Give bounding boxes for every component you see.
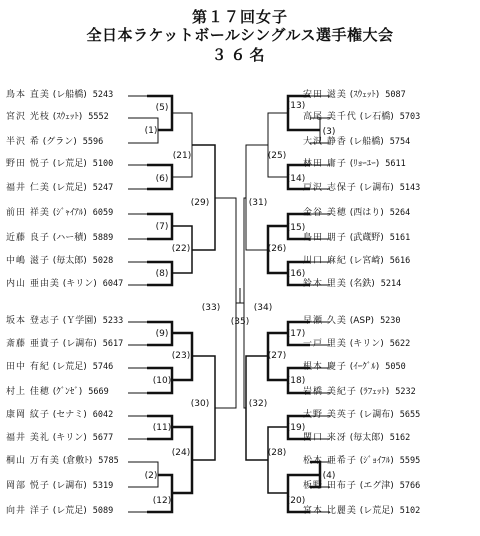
player-club: (レ調布) [356, 183, 394, 193]
player-count: ３６名 [211, 46, 269, 64]
player-id: 5595 [399, 456, 421, 466]
match-bracket [172, 427, 192, 493]
player-id: 5143 [399, 183, 421, 193]
match-number: (7) [155, 222, 169, 232]
player-club: (キリン) [49, 433, 87, 443]
player-name: 早瀬 久美 [303, 316, 347, 326]
player-club: (レ船橋) [346, 137, 384, 147]
match-number: (18) [286, 376, 306, 386]
match-number: (13) [286, 101, 306, 111]
match-number: (6) [155, 174, 169, 184]
player-name: 坂本 登志子 [6, 316, 60, 326]
match-number: (10) [152, 376, 172, 386]
player-club: (レ調布) [356, 410, 394, 420]
tournament-edition: 第１７回女子 [191, 8, 288, 26]
player-club: (毎太郎) [49, 256, 87, 266]
player-name: 前田 祥美 [6, 208, 50, 218]
player-name: 根本 慶子 [303, 362, 347, 372]
player-id: 5703 [399, 112, 421, 122]
player-club: (エグ津) [356, 481, 394, 491]
player-id: 5232 [395, 387, 416, 397]
player-name: 宮沢 光枝 [6, 112, 50, 122]
match-bracket [288, 475, 320, 512]
match-number: (14) [286, 174, 306, 184]
player-name: 鳥本 直美 [6, 90, 50, 100]
match-number: (31) [248, 198, 268, 208]
match-number: (3) [322, 127, 336, 137]
player-club: (ｼﾞｬｲｱﾙ) [49, 208, 87, 218]
player-name: 島田 朋子 [303, 233, 347, 243]
player-club: (レ石橋) [356, 112, 394, 122]
player-id: 5785 [98, 456, 119, 466]
match-number: (8) [155, 269, 169, 279]
player-id: 5087 [385, 90, 406, 100]
player-club: (レ宮崎) [346, 256, 384, 266]
player-id: 5754 [389, 137, 411, 147]
match-number: (35) [230, 317, 250, 327]
player-id: 5552 [88, 112, 109, 122]
player-name: 高尾 美千代 [303, 112, 357, 122]
player-club: (レ荒足) [356, 506, 394, 516]
match-number: (34) [253, 303, 273, 313]
player-club: (グラン) [39, 137, 77, 147]
match-number: (21) [172, 151, 192, 161]
player-name: 福井 仁美 [6, 183, 50, 193]
player-name: 斎藤 亜貴子 [6, 339, 60, 349]
player-name: 田中 有紀 [6, 362, 50, 372]
player-club: (セナミ) [49, 410, 87, 420]
player-id: 5616 [389, 256, 411, 266]
player-id: 5655 [399, 410, 421, 420]
player-name: 向井 洋子 [6, 506, 50, 516]
match-number: (27) [267, 351, 287, 361]
player-club: (レ調布) [49, 481, 87, 491]
player-id: 5102 [399, 506, 421, 516]
player-name: 安田 滋美 [303, 90, 347, 100]
match-number: (19) [286, 423, 306, 433]
player-club: (倉敷ﾄ) [59, 456, 93, 466]
player-id: 6047 [102, 279, 124, 289]
player-name: 大野 美英子 [303, 410, 357, 420]
player-club: (レ船橋) [49, 90, 87, 100]
match-number: (4) [322, 471, 336, 481]
match-number: (22) [171, 244, 191, 254]
player-club: (毎太郎) [346, 433, 384, 443]
player-name: 林田 庸子 [303, 159, 347, 169]
player-club: (Ｙ学園) [59, 316, 97, 326]
player-club: (レ荒足) [49, 183, 87, 193]
player-name: 川口 麻紀 [303, 256, 347, 266]
match-number: (16) [286, 269, 306, 279]
match-bracket [268, 427, 288, 493]
match-number: (11) [152, 423, 172, 433]
player-id: 5028 [92, 256, 114, 266]
player-id: 5247 [92, 183, 114, 193]
match-number: (20) [286, 496, 306, 506]
player-id: 5596 [82, 137, 104, 147]
player-name: 松本 亜希子 [303, 456, 357, 466]
player-id: 5669 [88, 387, 109, 397]
player-id: 5162 [389, 433, 411, 443]
player-club: (ﾘｮｰﾕｰ) [346, 159, 380, 169]
player-club: (ｽｳｪｯﾄ) [346, 90, 380, 100]
player-name: 村上 佳穂 [6, 387, 50, 397]
player-name: 近藤 良子 [6, 233, 50, 243]
match-bracket [172, 113, 192, 177]
player-name: 金谷 美穂 [303, 208, 347, 218]
player-name: 一戸 里美 [303, 339, 347, 349]
player-name: 福井 美礼 [6, 433, 50, 443]
player-name: 桐山 万有美 [6, 456, 60, 466]
player-id: 5611 [385, 159, 406, 169]
match-number: (32) [248, 399, 268, 409]
match-number: (30) [190, 399, 210, 409]
player-name: 半沢 希 [6, 137, 40, 147]
player-name: 中嶋 滋子 [6, 256, 50, 266]
match-number: (29) [190, 198, 210, 208]
player-club: (ｲｰｸﾞﾙ) [346, 362, 380, 372]
player-club: (武蔵野) [346, 233, 384, 243]
match-bracket [147, 96, 172, 130]
player-id: 6059 [92, 208, 114, 218]
match-number: (9) [155, 329, 169, 339]
match-number: (23) [171, 351, 191, 361]
player-id: 5230 [380, 316, 401, 326]
player-club: (レ調布) [59, 339, 97, 349]
player-id: 5677 [92, 433, 114, 443]
match-number: (12) [152, 496, 172, 506]
player-id: 5319 [92, 481, 114, 491]
match-number: (28) [267, 448, 287, 458]
player-name: 戸沢 志保子 [303, 183, 357, 193]
player-club: (ｼﾞｮｲﾌﾙ) [356, 456, 394, 466]
player-club: (キリン) [346, 339, 384, 349]
match-number: (25) [267, 151, 287, 161]
player-id: 5243 [92, 90, 114, 100]
player-name: 内山 亜由美 [6, 279, 60, 289]
player-name: 野田 悦子 [6, 159, 50, 169]
player-id: 6042 [92, 410, 114, 420]
match-number: (2) [144, 471, 158, 481]
player-club: (レ荒足) [49, 506, 87, 516]
match-bracket [268, 113, 288, 177]
player-club: (名鉄) [346, 279, 375, 289]
player-id: 5233 [102, 316, 124, 326]
player-name: 鈴木 里美 [303, 279, 347, 289]
player-id: 5089 [92, 506, 114, 516]
player-id: 5889 [92, 233, 114, 243]
match-number: (24) [171, 448, 191, 458]
player-club: (レ荒足) [49, 362, 87, 372]
player-club: (ﾗﾌｪｯﾄ) [356, 387, 390, 397]
match-number: (1) [144, 126, 158, 136]
player-id: 5746 [92, 362, 114, 372]
player-club: (ASP) [346, 316, 375, 326]
match-number: (17) [286, 329, 306, 339]
player-club: (ｽｳｪｯﾄ) [49, 112, 83, 122]
player-name: 康岡 紋子 [6, 410, 50, 420]
player-club: (キリン) [59, 279, 97, 289]
player-id: 5766 [399, 481, 421, 491]
tournament-title: 全日本ラケットボールシングルス選手権大会 [86, 26, 394, 44]
player-club: (ハー積) [49, 233, 87, 243]
player-club: (西はり) [346, 208, 384, 218]
player-name: 岩橋 美紀子 [303, 387, 357, 397]
match-number: (15) [286, 223, 306, 233]
player-name: 岡部 悦子 [6, 481, 50, 491]
player-id: 5622 [389, 339, 411, 349]
player-name: 大沢 静香 [303, 137, 347, 147]
player-id: 5214 [380, 279, 402, 289]
player-id: 5100 [92, 159, 114, 169]
match-number: (33) [201, 303, 221, 313]
player-id: 5161 [389, 233, 411, 243]
player-id: 5050 [385, 362, 406, 372]
player-name: 関口 来冴 [303, 433, 347, 443]
match-number: (26) [267, 244, 287, 254]
player-club: (レ荒足) [49, 159, 87, 169]
player-id: 5264 [389, 208, 411, 218]
player-name: 板野 田布子 [303, 481, 357, 491]
player-club: (ｸﾞﾝｾﾞ) [49, 387, 83, 397]
player-name: 宮本 比麗美 [303, 506, 357, 516]
match-number: (5) [155, 103, 169, 113]
player-id: 5617 [102, 339, 124, 349]
